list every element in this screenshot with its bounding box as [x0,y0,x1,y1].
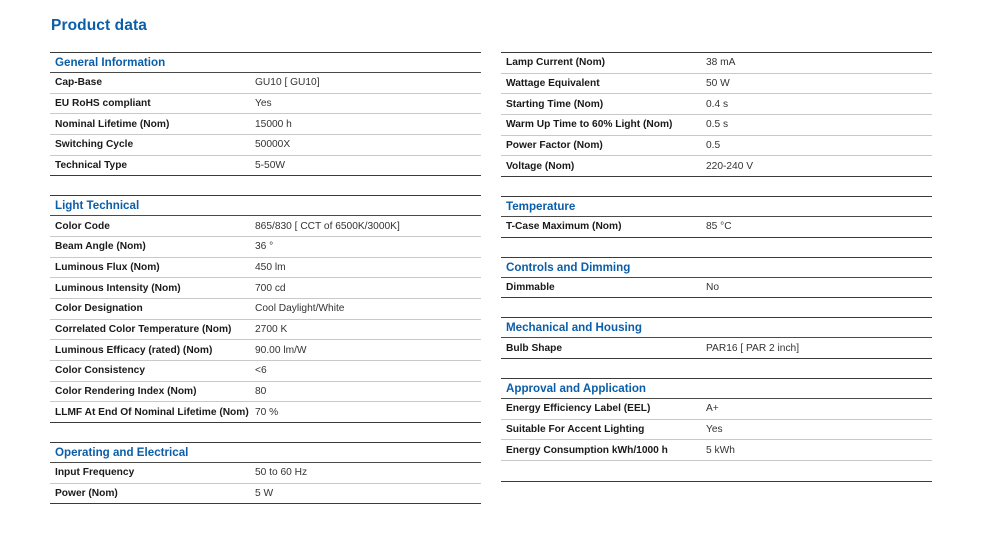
spec-label: Input Frequency [55,467,135,479]
spec-label: Warm Up Time to 60% Light (Nom) [506,119,673,131]
spec-label: Energy Efficiency Label (EEL) [506,403,651,415]
spec-label: Color Consistency [55,365,146,377]
spec-value: 50 to 60 Hz [255,467,308,479]
spec-value: No [706,281,720,293]
spec-row-luminous-intensity-nom [50,278,481,299]
section-heading: Light Technical [50,196,481,216]
spec-label: Dimmable [506,281,555,293]
spec-value: 5 kWh [706,444,735,456]
section-approval-and-application [501,378,932,482]
spec-label: Technical Type [55,159,128,171]
spec-label: Lamp Current (Nom) [506,57,606,69]
section-general-information [50,52,481,176]
spec-row-power-nom [50,484,481,505]
spec-value: PAR16 [ PAR 2 inch] [706,342,800,354]
spec-value: 2700 K [255,323,288,335]
spec-row-energy-consumption-kwh-1000-h [501,440,932,461]
spec-label: Nominal Lifetime (Nom) [55,118,170,130]
spec-value: 220-240 V [706,160,754,172]
spec-value: <6 [255,365,267,377]
spec-label: Energy Consumption kWh/1000 h [506,444,668,456]
spec-value: 0.5 s [706,119,729,131]
spec-value: 865/830 [ CCT of 6500K/3000K] [255,220,400,232]
spec-value: 0.4 s [706,98,729,110]
spec-label: Luminous Flux (Nom) [55,261,160,273]
section-mechanical-and-housing [501,317,932,359]
spec-label: Correlated Color Temperature (Nom) [55,323,232,335]
spec-label: Starting Time (Nom) [506,98,604,110]
spec-label: Cap-Base [55,77,102,89]
spec-label: EU RoHS compliant [55,97,151,109]
empty-row [501,461,932,482]
spec-value: 85 °C [706,221,732,233]
spec-value: 5-50W [255,159,286,171]
spec-row-luminous-efficacy-rated-nom [50,340,481,361]
spec-label: Luminous Intensity (Nom) [55,282,181,294]
spec-row-cap-base [50,73,481,94]
spec-value: Cool Daylight/White [255,303,345,315]
section-temperature [501,196,932,238]
section-heading: General Information [50,53,481,73]
spec-value: 0.5 [706,139,721,151]
spec-row-color-consistency [50,361,481,382]
spec-label: Luminous Efficacy (rated) (Nom) [55,344,213,356]
left-column [50,52,481,504]
spec-row-suitable-for-accent-lighting [501,420,932,441]
section-heading: Approval and Application [501,379,932,399]
spec-row-energy-efficiency-label-eel [501,399,932,420]
spec-label: Wattage Equivalent [506,77,600,89]
spec-row-wattage-equivalent [501,74,932,95]
spec-row-warm-up-time-to-60-light-nom [501,115,932,136]
spec-row-voltage-nom [501,156,932,177]
spec-value: GU10 [ GU10] [255,77,320,89]
spec-row-starting-time-nom [501,94,932,115]
spec-value: Yes [706,423,723,435]
spec-label: Beam Angle (Nom) [55,241,146,253]
section-controls-and-dimming [501,257,932,299]
spec-value: 450 lm [255,261,286,273]
section-heading: Temperature [501,197,932,217]
spec-row-switching-cycle [50,135,481,156]
spec-value: 50 W [706,77,730,89]
section-operating-and-electrical [50,442,481,504]
spec-value: 38 mA [706,57,736,69]
spec-row-power-factor-nom [501,136,932,157]
spec-value: 50000X [255,139,291,151]
spec-value: A+ [706,403,719,415]
spec-value: 70 % [255,406,279,418]
section-light-technical [50,195,481,423]
spec-label: LLMF At End Of Nominal Lifetime (Nom) [55,406,249,418]
spec-value: 700 cd [255,282,286,294]
spec-row-beam-angle-nom [50,237,481,258]
spec-row-t-case-maximum-nom [501,217,932,238]
spec-label: Bulb Shape [506,342,563,354]
section-heading: Operating and Electrical [50,443,481,463]
spec-label: Switching Cycle [55,139,134,151]
spec-label: Color Rendering Index (Nom) [55,385,197,397]
spec-row-technical-type [50,156,481,177]
spec-row-dimmable [501,278,932,299]
spec-value: 80 [255,385,267,397]
spec-value: 36 ° [255,241,274,253]
spec-value: 5 W [255,487,274,499]
section-heading: Mechanical and Housing [501,318,932,338]
spec-label: Color Designation [55,303,143,315]
spec-row-lamp-current-nom [501,53,932,74]
spec-row-correlated-color-temperature-nom [50,320,481,341]
section-heading: Controls and Dimming [501,258,932,278]
page-title: Product data [51,17,147,34]
spec-row-eu-rohs-compliant [50,94,481,115]
spec-row-color-designation [50,299,481,320]
spec-label: Voltage (Nom) [506,160,575,172]
spec-row-color-rendering-index-nom [50,382,481,403]
spec-row-luminous-flux-nom [50,258,481,279]
spec-label: T-Case Maximum (Nom) [506,221,622,233]
spec-row-nominal-lifetime-nom [50,114,481,135]
spec-value: 90.00 lm/W [255,344,307,356]
section-right_column-continued [501,52,932,177]
right-column [501,52,932,482]
spec-label: Suitable For Accent Lighting [506,423,645,435]
spec-row-bulb-shape [501,338,932,359]
spec-row-llmf-at-end-of-nominal-lifetime-nom [50,402,481,423]
spec-row-input-frequency [50,463,481,484]
spec-label: Color Code [55,220,110,232]
spec-row-color-code [50,216,481,237]
spec-label: Power (Nom) [55,487,118,499]
spec-label: Power Factor (Nom) [506,139,603,151]
spec-value: Yes [255,97,272,109]
spec-value: 15000 h [255,118,292,130]
